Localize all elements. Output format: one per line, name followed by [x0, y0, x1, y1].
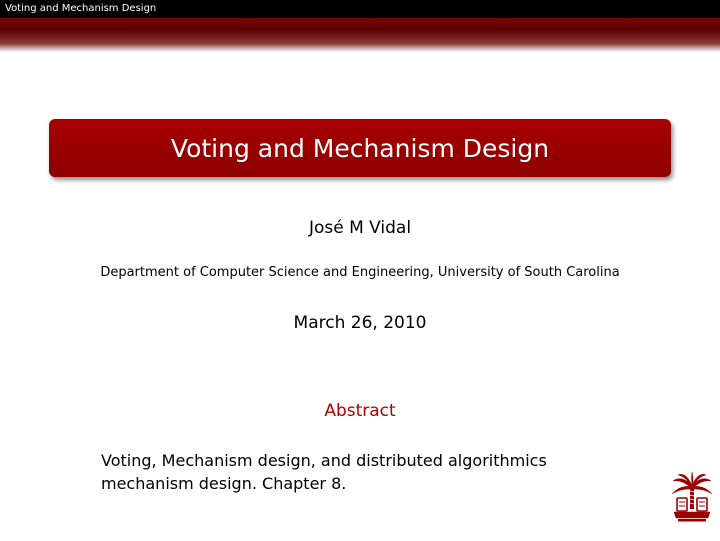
presentation-date: March 26, 2010	[293, 313, 427, 333]
header-bar	[0, 0, 720, 18]
header-short-title: Voting and Mechanism Design	[5, 3, 157, 14]
palmetto-tree-icon	[670, 472, 714, 522]
author-name: José M Vidal	[308, 218, 412, 238]
abstract-line: mechanism design. Chapter 8.	[101, 474, 347, 493]
header-gradient-band	[0, 18, 720, 52]
slide-title: Voting and Mechanism Design	[170, 133, 550, 163]
title-box	[49, 119, 671, 177]
abstract-heading: Abstract	[324, 401, 396, 421]
abstract-body	[101, 449, 601, 495]
abstract-line: Voting, Mechanism design, and distributed algorithmics	[101, 451, 547, 470]
institute-name: Department of Computer Science and Engineering, University of South Carolina	[100, 265, 620, 280]
